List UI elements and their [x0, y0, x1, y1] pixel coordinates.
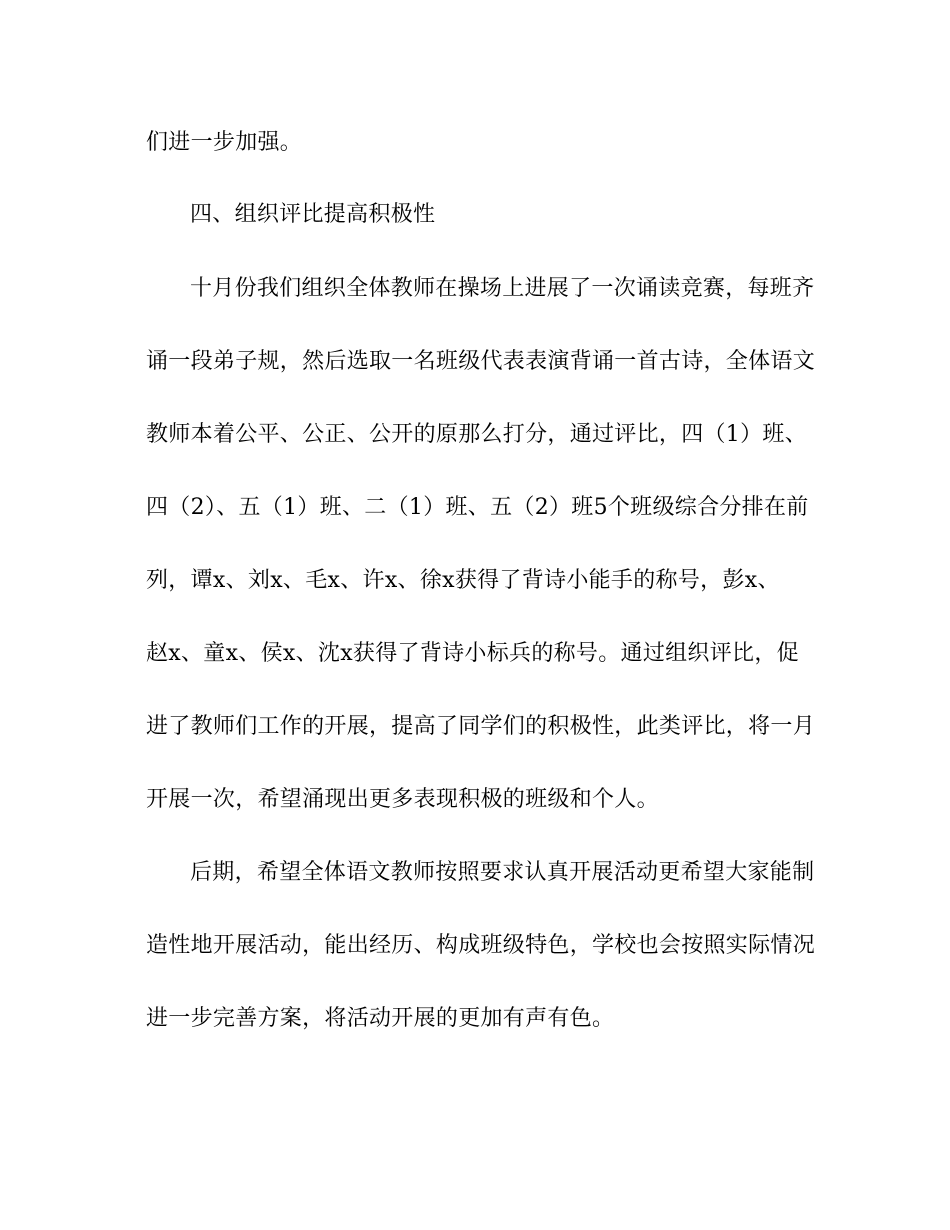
paragraph-line: 四（2）、五（1）班、二（1）班、五（2）班5个班级综合分排在前: [146, 495, 809, 520]
paragraph-line: 教师本着公平、公正、公开的原那么打分，通过评比，四（1）班、: [146, 422, 807, 447]
paragraph-line: 赵x、童x、侯x、沈x获得了背诗小标兵的称号。通过组织评比，促: [146, 641, 799, 666]
paragraph-line: 十月份我们组织全体教师在操场上进展了一次诵读竞赛，每班齐: [190, 276, 815, 301]
paragraph-line: 列，谭x、刘x、毛x、许x、徐x获得了背诗小能手的称号，彭x、: [146, 568, 780, 593]
paragraph-continuation-line: 们进一步加强。: [146, 130, 303, 155]
paragraph-line: 进一步完善方案，将活动开展的更加有声有色。: [146, 1006, 615, 1031]
paragraph-line: 开展一次，希望涌现出更多表现积极的班级和个人。: [146, 787, 659, 812]
paragraph-line: 后期，希望全体语文教师按照要求认真开展活动更希望大家能制: [190, 860, 815, 885]
paragraph-line: 诵一段弟子规，然后选取一名班级代表表演背诵一首古诗，全体语文: [146, 349, 816, 374]
section-heading: 四、组织评比提高积极性: [190, 202, 436, 227]
paragraph-line: 造性地开展活动，能出经历、构成班级特色，学校也会按照实际情况: [146, 933, 816, 958]
paragraph-line: 进了教师们工作的开展，提高了同学们的积极性，此类评比，将一月: [146, 714, 816, 739]
